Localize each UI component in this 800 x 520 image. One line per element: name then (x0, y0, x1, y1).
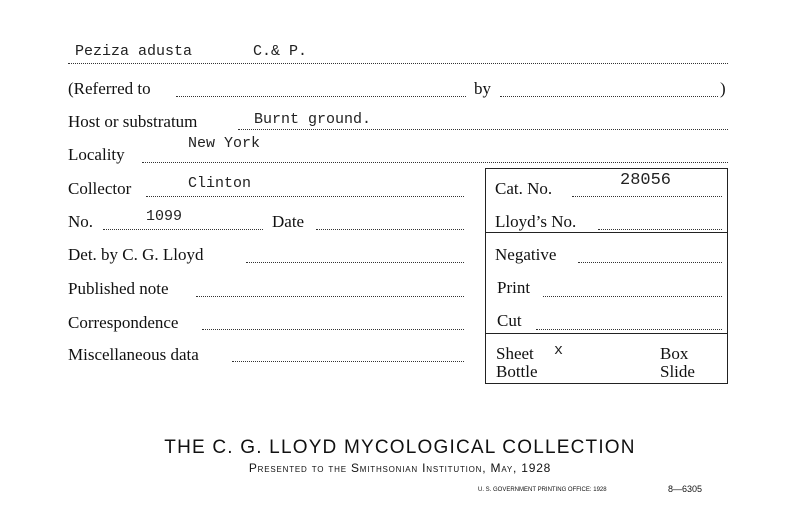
by-line (500, 96, 718, 97)
name-line (68, 63, 728, 64)
cut-label: Cut (497, 311, 522, 330)
date-line (316, 229, 464, 230)
close-paren: ) (720, 79, 726, 98)
collector-label: Collector (68, 179, 132, 198)
collection-subtitle: Presented to the Smithsonian Institution, May, 1928 (248, 461, 552, 475)
lloyds-no-label: Lloyd’s No. (495, 212, 577, 231)
slide-label: Slide (660, 362, 695, 381)
locality-label: Locality (68, 145, 125, 164)
cat-no-label: Cat. No. (495, 179, 553, 198)
negative-line (578, 262, 722, 263)
det-by-line (246, 262, 464, 263)
specimen-authority: C.& P. (253, 43, 308, 60)
box-bottom-border (485, 383, 728, 384)
by-label: by (474, 79, 491, 98)
print-line (543, 296, 722, 297)
box-top-border (485, 168, 728, 169)
no-line (103, 229, 263, 230)
collection-title: THE C. G. LLOYD MYCOLOGICAL COLLECTION (164, 437, 636, 458)
box-label: Box (660, 344, 689, 363)
correspondence-line (202, 329, 464, 330)
box-divider-1 (485, 232, 728, 233)
referred-to-label: (Referred to (68, 79, 151, 98)
sheet-mark: x (554, 342, 564, 359)
misc-data-line (232, 361, 464, 362)
host-value: Burnt ground. (254, 111, 372, 128)
cat-no-value: 28056 (620, 171, 672, 190)
cat-no-line (572, 196, 722, 197)
published-note-line (196, 296, 464, 297)
det-by-label: Det. by C. G. Lloyd (68, 245, 204, 264)
sheet-label: Sheet (496, 344, 534, 363)
box-left-border (485, 168, 486, 383)
host-line (238, 129, 728, 130)
published-note-label: Published note (68, 279, 169, 298)
no-value: 1099 (146, 208, 183, 225)
collector-value: Clinton (188, 175, 252, 192)
box-right-border (727, 168, 728, 383)
cut-line (536, 329, 722, 330)
locality-value: New York (188, 135, 261, 152)
date-label: Date (272, 212, 305, 231)
box-divider-2 (485, 333, 728, 334)
host-label: Host or substratum (68, 112, 198, 131)
referred-to-line (176, 96, 466, 97)
misc-data-label: Miscellaneous data (68, 345, 199, 364)
correspondence-label: Correspondence (68, 313, 179, 332)
lloyds-no-line (598, 229, 722, 230)
printing-office-note: U. S. GOVERNMENT PRINTING OFFICE: 1928 (478, 487, 607, 493)
print-label: Print (497, 278, 531, 297)
negative-label: Negative (495, 245, 557, 264)
collector-line (146, 196, 464, 197)
no-label: No. (68, 212, 94, 231)
locality-line (142, 162, 728, 163)
form-number: 8—6305 (668, 484, 703, 494)
specimen-name: Peziza adusta (75, 43, 193, 60)
bottle-label: Bottle (496, 362, 538, 381)
